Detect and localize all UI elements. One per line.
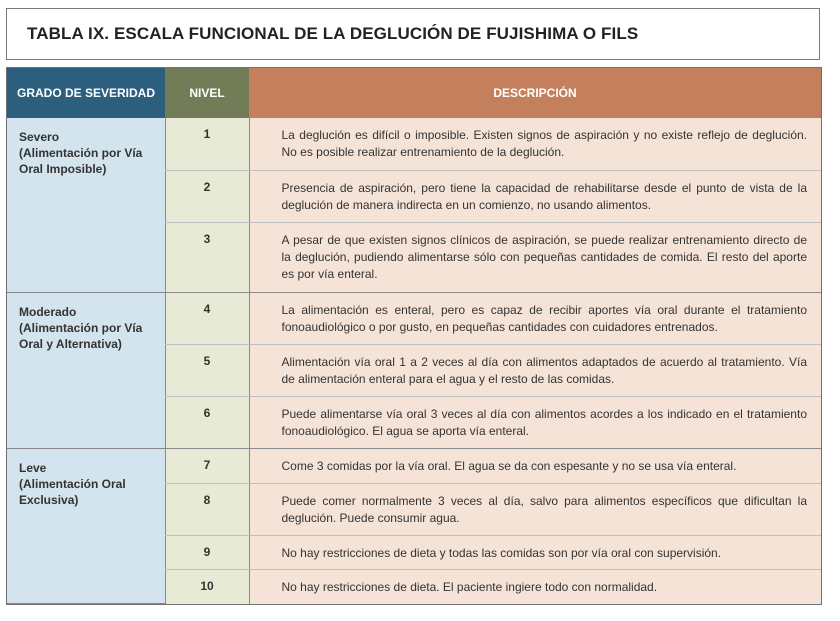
description-cell: Puede comer normalmente 3 veces al día, salvo para alimentos específicos que dificultan la deglución. Puede consumir agua. — [249, 483, 821, 535]
severity-label: Severo (Alimentación por Vía Oral Imposible) — [19, 130, 143, 176]
table-title: TABLA IX. ESCALA FUNCIONAL DE LA DEGLUCIÓN DE FUJISHIMA O FILS — [6, 8, 820, 60]
description-cell: Alimentación vía oral 1 a 2 veces al día con alimentos adaptados de acuerdo al tratamiento. Vía de alimentación enteral para el agua y el resto de las comidas. — [249, 345, 821, 397]
description-cell: No hay restricciones de dieta y todas las comidas son por vía oral con supervisión. — [249, 535, 821, 569]
level-cell: 9 — [165, 535, 249, 569]
level-cell: 7 — [165, 449, 249, 483]
level-cell: 10 — [165, 569, 249, 603]
description-cell: Come 3 comidas por la vía oral. El agua se da con espesante y no se usa vía enteral. — [249, 449, 821, 483]
header-severity: GRADO DE SEVERIDAD — [7, 68, 165, 118]
table-row — [7, 449, 821, 483]
description-cell: No hay restricciones de dieta. El paciente ingiere todo con normalidad. — [249, 569, 821, 603]
severity-group-moderado — [7, 293, 165, 449]
fils-table — [6, 67, 822, 605]
severity-group-leve — [7, 449, 165, 604]
table-row — [7, 293, 821, 345]
level-cell: 8 — [165, 483, 249, 535]
fils-table-grid — [7, 68, 821, 604]
level-cell: 6 — [165, 397, 249, 449]
level-cell: 3 — [165, 222, 249, 292]
severity-label: Leve (Alimentación Oral Exclusiva) — [19, 461, 126, 508]
header-row — [7, 68, 821, 118]
level-cell: 4 — [165, 293, 249, 345]
description-cell: Presencia de aspiración, pero tiene la capacidad de rehabilitarse desde el punto de vista de la deglución de manera indirecta en un comienzo, no usando alimentos. — [249, 170, 821, 222]
header-level: NIVEL — [165, 68, 249, 118]
description-cell: La deglución es difícil o imposible. Existen signos de aspiración y no existe reflejo de deglución. No es posible realizar entrenamiento de la deglución. — [249, 118, 821, 170]
description-cell: A pesar de que existen signos clínicos de aspiración, se puede realizar entrenamiento directo de la deglución, pudiendo alimentarse sólo con pequeñas cantidades de comida. El resto del aporte es por vía enteral. — [249, 222, 821, 292]
table-row — [7, 118, 821, 170]
header-description: DESCRIPCIÓN — [249, 68, 821, 118]
level-cell: 2 — [165, 170, 249, 222]
description-cell: La alimentación es enteral, pero es capaz de recibir aportes vía oral durante el tratamiento fonoaudiológico o por gusto, en pequeñas cantidades con cuidadores entrenados. — [249, 293, 821, 345]
description-cell: Puede alimentarse vía oral 3 veces al día con alimentos acordes a los indicado en el tratamiento fonoaudiológico. El agua se aporta vía enteral. — [249, 397, 821, 449]
severity-label: Moderado (Alimentación por Vía Oral y Alternativa) — [19, 305, 143, 352]
severity-group-severo — [7, 118, 165, 293]
level-cell: 1 — [165, 118, 249, 170]
level-cell: 5 — [165, 345, 249, 397]
